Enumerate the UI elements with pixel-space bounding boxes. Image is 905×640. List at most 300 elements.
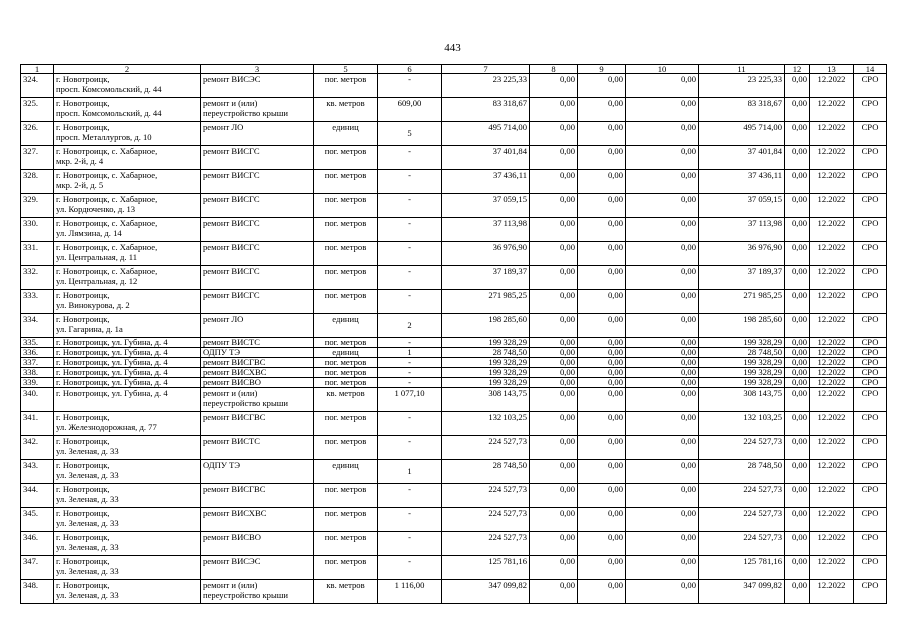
total-cost-cell [442, 338, 530, 348]
address-cell [54, 358, 201, 368]
fund-line: 0,00 [559, 146, 575, 156]
other-funds-line: 0,00 [791, 367, 807, 377]
quantity-line: - [408, 266, 411, 276]
fund-line: 0,00 [559, 266, 575, 276]
quantity-line: 2 [407, 319, 412, 330]
quantity-cell [378, 98, 442, 122]
local-budget-cell [626, 98, 699, 122]
row-number-cell [21, 266, 54, 290]
row-number-cell [21, 242, 54, 266]
budget-line: 0,00 [607, 580, 623, 590]
quantity-line: - [408, 532, 411, 542]
owners-funds-cell [699, 122, 785, 146]
unit-cell [314, 532, 378, 556]
quantity-cell [378, 170, 442, 194]
method-line: СРО [861, 580, 879, 590]
work-type-cell [201, 194, 314, 218]
other-funds-line: 0,00 [791, 337, 807, 347]
quantity-line: - [408, 74, 411, 84]
address-line-2: мкр. 2-й, д. 5 [56, 179, 104, 190]
work-type-cell [201, 98, 314, 122]
row-number-line: 325. [23, 98, 39, 108]
quantity-line: - [408, 556, 411, 566]
other-funds-cell [785, 290, 810, 314]
total-cost-cell [442, 74, 530, 98]
row-number-line: 332. [23, 266, 39, 276]
unit-line: единиц [332, 122, 359, 132]
address-line: г. Новотроицк, [56, 460, 110, 470]
header-cell: 3 [201, 65, 314, 74]
fund-cell [530, 580, 578, 604]
local-budget-line: 0,00 [680, 484, 696, 494]
unit-cell [314, 556, 378, 580]
budget-cell [578, 484, 626, 508]
fund-cell [530, 290, 578, 314]
fund-cell [530, 338, 578, 348]
other-funds-cell [785, 388, 810, 412]
method-line: СРО [861, 508, 879, 518]
local-budget-line: 0,00 [680, 194, 696, 204]
local-budget-line: 0,00 [680, 314, 696, 324]
quantity-cell [378, 556, 442, 580]
row-number-cell [21, 532, 54, 556]
local-budget-line: 0,00 [680, 242, 696, 252]
work-type-line: ремонт ЛО [203, 314, 244, 324]
owners-funds-cell [699, 194, 785, 218]
work-type-cell [201, 242, 314, 266]
quantity-line: 5 [407, 127, 412, 138]
method-line: СРО [861, 460, 879, 470]
local-budget-cell [626, 348, 699, 358]
owners-funds-cell [699, 358, 785, 368]
local-budget-line: 0,00 [680, 266, 696, 276]
unit-cell [314, 388, 378, 412]
total-cost-cell [442, 348, 530, 358]
budget-line: 0,00 [607, 314, 623, 324]
row-number-cell [21, 74, 54, 98]
table-row [21, 378, 887, 388]
address-line-2: ул. Кордюченко, д. 13 [56, 203, 136, 214]
fund-line: 0,00 [559, 337, 575, 347]
quantity-line: 1 116,00 [394, 580, 425, 590]
owners-funds-cell [699, 412, 785, 436]
local-budget-line: 0,00 [680, 377, 696, 387]
row-number-line: 330. [23, 218, 39, 228]
deadline-cell [810, 556, 854, 580]
deadline-cell [810, 170, 854, 194]
unit-line: единиц [332, 460, 359, 470]
fund-cell [530, 314, 578, 338]
quantity-cell [378, 218, 442, 242]
owners-funds-line: 28 748,50 [747, 347, 782, 357]
method-cell [854, 556, 887, 580]
other-funds-line: 0,00 [791, 484, 807, 494]
address-cell [54, 194, 201, 218]
total-cost-cell [442, 556, 530, 580]
owners-funds-line: 83 318,67 [747, 98, 782, 108]
address-cell [54, 338, 201, 348]
owners-funds-line: 199 328,29 [743, 337, 782, 347]
owners-funds-cell [699, 218, 785, 242]
budget-cell [578, 98, 626, 122]
unit-cell [314, 242, 378, 266]
row-number-line: 348. [23, 580, 39, 590]
address-line: г. Новотроицк, [56, 436, 110, 446]
owners-funds-cell [699, 460, 785, 484]
deadline-line: 12.2022 [817, 377, 846, 387]
work-type-line: ремонт и (или) [203, 388, 258, 398]
budget-cell [578, 388, 626, 412]
total-cost-cell [442, 98, 530, 122]
quantity-cell [378, 348, 442, 358]
work-type-line: ремонт и (или) [203, 580, 258, 590]
owners-funds-line: 224 527,73 [743, 436, 782, 446]
owners-funds-cell [699, 580, 785, 604]
quantity-cell [378, 194, 442, 218]
total-cost-line: 28 748,50 [492, 347, 527, 357]
method-line: СРО [861, 484, 879, 494]
other-funds-cell [785, 580, 810, 604]
work-type-cell [201, 460, 314, 484]
budget-cell [578, 508, 626, 532]
row-number-cell [21, 412, 54, 436]
budget-line: 0,00 [607, 290, 623, 300]
quantity-line: - [408, 367, 411, 377]
header-cell: 2 [54, 65, 201, 74]
other-funds-cell [785, 378, 810, 388]
table-row [21, 98, 887, 122]
address-cell [54, 378, 201, 388]
address-cell [54, 532, 201, 556]
total-cost-line: 495 714,00 [488, 122, 527, 132]
deadline-cell [810, 436, 854, 460]
row-number-line: 324. [23, 74, 39, 84]
address-line: г. Новотроицк, ул. Губина, д. 4 [56, 337, 168, 347]
address-line-2: мкр. 2-й, д. 4 [56, 155, 104, 166]
budget-cell [578, 290, 626, 314]
total-cost-cell [442, 368, 530, 378]
fund-line: 0,00 [559, 508, 575, 518]
address-line-2: ул. Центральная, д. 11 [56, 251, 137, 262]
fund-line: 0,00 [559, 357, 575, 367]
budget-cell [578, 580, 626, 604]
budget-cell [578, 170, 626, 194]
deadline-cell [810, 314, 854, 338]
header-cell: 9 [578, 65, 626, 74]
quantity-line: 1 [407, 347, 412, 357]
other-funds-cell [785, 368, 810, 378]
total-cost-cell [442, 436, 530, 460]
deadline-cell [810, 484, 854, 508]
quantity-line: 1 [407, 465, 412, 476]
local-budget-cell [626, 368, 699, 378]
unit-line: пог. метров [324, 484, 367, 494]
other-funds-cell [785, 122, 810, 146]
address-line: г. Новотроицк, [56, 484, 110, 494]
row-number-line: 335. [23, 337, 39, 347]
address-line: г. Новотроицк, [56, 122, 110, 132]
address-line: г. Новотроицк, [56, 508, 110, 518]
unit-cell [314, 348, 378, 358]
budget-line: 0,00 [607, 367, 623, 377]
total-cost-cell [442, 122, 530, 146]
local-budget-cell [626, 556, 699, 580]
local-budget-line: 0,00 [680, 556, 696, 566]
local-budget-line: 0,00 [680, 436, 696, 446]
budget-line: 0,00 [607, 508, 623, 518]
work-type-line: ремонт ВИСХВС [203, 367, 267, 377]
total-cost-cell [442, 484, 530, 508]
work-type-line: ремонт ВИСЭС [203, 556, 261, 566]
total-cost-cell [442, 242, 530, 266]
work-type-line: ремонт ВИСГС [203, 194, 260, 204]
work-type-cell [201, 378, 314, 388]
unit-line: единиц [332, 347, 359, 357]
unit-line: пог. метров [324, 556, 367, 566]
local-budget-line: 0,00 [680, 388, 696, 398]
quantity-line: - [408, 194, 411, 204]
fund-cell [530, 508, 578, 532]
deadline-line: 12.2022 [817, 266, 846, 276]
deadline-cell [810, 194, 854, 218]
other-funds-cell [785, 412, 810, 436]
unit-line: пог. метров [324, 508, 367, 518]
work-type-cell [201, 314, 314, 338]
unit-line: пог. метров [324, 146, 367, 156]
fund-line: 0,00 [559, 388, 575, 398]
table-row [21, 412, 887, 436]
fund-cell [530, 556, 578, 580]
budget-line: 0,00 [607, 388, 623, 398]
method-cell [854, 532, 887, 556]
unit-cell [314, 74, 378, 98]
deadline-cell [810, 508, 854, 532]
table-row [21, 348, 887, 358]
other-funds-line: 0,00 [791, 377, 807, 387]
total-cost-line: 271 985,25 [488, 290, 527, 300]
method-cell [854, 290, 887, 314]
method-line: СРО [861, 357, 879, 367]
other-funds-cell [785, 98, 810, 122]
budget-cell [578, 338, 626, 348]
unit-cell [314, 314, 378, 338]
local-budget-cell [626, 436, 699, 460]
deadline-line: 12.2022 [817, 122, 846, 132]
deadline-cell [810, 74, 854, 98]
quantity-cell [378, 122, 442, 146]
total-cost-cell [442, 314, 530, 338]
quantity-cell [378, 436, 442, 460]
quantity-line: - [408, 436, 411, 446]
budget-line: 0,00 [607, 98, 623, 108]
local-budget-line: 0,00 [680, 170, 696, 180]
work-type-line: ремонт ВИСГС [203, 170, 260, 180]
quantity-line: - [408, 170, 411, 180]
quantity-line: - [408, 508, 411, 518]
work-type-line: ремонт ВИСВО [203, 377, 261, 387]
quantity-cell [378, 314, 442, 338]
quantity-line: - [408, 484, 411, 494]
method-cell [854, 508, 887, 532]
address-line: г. Новотроицк, ул. Губина, д. 4 [56, 367, 168, 377]
unit-line: пог. метров [324, 74, 367, 84]
work-type-line: ремонт ВИСГВС [203, 484, 266, 494]
work-type-cell [201, 266, 314, 290]
row-number-line: 333. [23, 290, 39, 300]
budget-cell [578, 194, 626, 218]
deadline-line: 12.2022 [817, 347, 846, 357]
address-cell [54, 98, 201, 122]
unit-cell [314, 580, 378, 604]
owners-funds-cell [699, 368, 785, 378]
row-number-cell [21, 484, 54, 508]
unit-cell [314, 122, 378, 146]
table-row [21, 218, 887, 242]
method-cell [854, 170, 887, 194]
other-funds-line: 0,00 [791, 74, 807, 84]
owners-funds-line: 224 527,73 [743, 532, 782, 542]
table-row [21, 460, 887, 484]
budget-cell [578, 412, 626, 436]
other-funds-line: 0,00 [791, 580, 807, 590]
other-funds-cell [785, 266, 810, 290]
other-funds-line: 0,00 [791, 347, 807, 357]
owners-funds-line: 271 985,25 [743, 290, 782, 300]
deadline-line: 12.2022 [817, 556, 846, 566]
total-cost-line: 36 976,90 [492, 242, 527, 252]
owners-funds-line: 495 714,00 [743, 122, 782, 132]
deadline-line: 12.2022 [817, 388, 846, 398]
budget-line: 0,00 [607, 218, 623, 228]
deadline-cell [810, 580, 854, 604]
other-funds-line: 0,00 [791, 508, 807, 518]
unit-cell [314, 378, 378, 388]
work-type-cell [201, 348, 314, 358]
row-number-cell [21, 460, 54, 484]
unit-line: кв. метров [326, 580, 365, 590]
local-budget-cell [626, 388, 699, 412]
row-number-cell [21, 218, 54, 242]
header-cell: 5 [314, 65, 378, 74]
owners-funds-cell [699, 378, 785, 388]
other-funds-cell [785, 314, 810, 338]
table-row [21, 74, 887, 98]
table-row [21, 556, 887, 580]
method-cell [854, 146, 887, 170]
row-number-line: 342. [23, 436, 39, 446]
fund-line: 0,00 [559, 460, 575, 470]
unit-cell [314, 368, 378, 378]
method-line: СРО [861, 556, 879, 566]
address-cell [54, 368, 201, 378]
other-funds-cell [785, 556, 810, 580]
row-number-cell [21, 290, 54, 314]
deadline-line: 12.2022 [817, 436, 846, 446]
table-row [21, 146, 887, 170]
total-cost-cell [442, 460, 530, 484]
total-cost-line: 37 401,84 [492, 146, 527, 156]
fund-line: 0,00 [559, 556, 575, 566]
total-cost-line: 132 103,25 [488, 412, 527, 422]
total-cost-cell [442, 358, 530, 368]
unit-cell [314, 338, 378, 348]
other-funds-line: 0,00 [791, 460, 807, 470]
owners-funds-cell [699, 170, 785, 194]
fund-cell [530, 378, 578, 388]
other-funds-line: 0,00 [791, 532, 807, 542]
local-budget-cell [626, 460, 699, 484]
fund-cell [530, 194, 578, 218]
other-funds-cell [785, 484, 810, 508]
budget-line: 0,00 [607, 460, 623, 470]
work-type-cell [201, 122, 314, 146]
address-cell [54, 388, 201, 412]
method-cell [854, 436, 887, 460]
local-budget-cell [626, 314, 699, 338]
budget-cell [578, 556, 626, 580]
quantity-cell [378, 532, 442, 556]
method-cell [854, 358, 887, 368]
table-row [21, 484, 887, 508]
method-cell [854, 484, 887, 508]
local-budget-line: 0,00 [680, 460, 696, 470]
work-type-cell [201, 170, 314, 194]
other-funds-line: 0,00 [791, 556, 807, 566]
quantity-cell [378, 412, 442, 436]
total-cost-cell [442, 378, 530, 388]
method-cell [854, 368, 887, 378]
fund-line: 0,00 [559, 580, 575, 590]
quantity-cell [378, 74, 442, 98]
total-cost-line: 224 527,73 [488, 484, 527, 494]
owners-funds-line: 37 436,11 [747, 170, 782, 180]
deadline-cell [810, 532, 854, 556]
method-line: СРО [861, 412, 879, 422]
quantity-line: - [408, 242, 411, 252]
row-number-cell [21, 146, 54, 170]
row-number-cell [21, 368, 54, 378]
budget-line: 0,00 [607, 74, 623, 84]
quantity-line: - [408, 377, 411, 387]
table-row [21, 338, 887, 348]
row-number-line: 331. [23, 242, 39, 252]
row-number-line: 327. [23, 146, 39, 156]
owners-funds-line: 224 527,73 [743, 484, 782, 494]
budget-cell [578, 358, 626, 368]
unit-line: пог. метров [324, 290, 367, 300]
fund-line: 0,00 [559, 484, 575, 494]
local-budget-cell [626, 378, 699, 388]
work-type-line: ремонт ВИСГВС [203, 412, 266, 422]
method-cell [854, 412, 887, 436]
quantity-line: - [408, 290, 411, 300]
local-budget-line: 0,00 [680, 508, 696, 518]
local-budget-line: 0,00 [680, 357, 696, 367]
owners-funds-line: 28 748,50 [747, 460, 782, 470]
address-line-2: ул. Зеленая, д. 33 [56, 517, 119, 528]
row-number-line: 341. [23, 412, 39, 422]
header-cell: 7 [442, 65, 530, 74]
row-number-line: 336. [23, 347, 39, 357]
local-budget-cell [626, 122, 699, 146]
address-line: г. Новотроицк, ул. Губина, д. 4 [56, 347, 168, 357]
unit-line: пог. метров [324, 337, 367, 347]
table-row [21, 122, 887, 146]
owners-funds-line: 308 143,75 [743, 388, 782, 398]
other-funds-cell [785, 194, 810, 218]
row-number-line: 326. [23, 122, 39, 132]
table-row [21, 388, 887, 412]
